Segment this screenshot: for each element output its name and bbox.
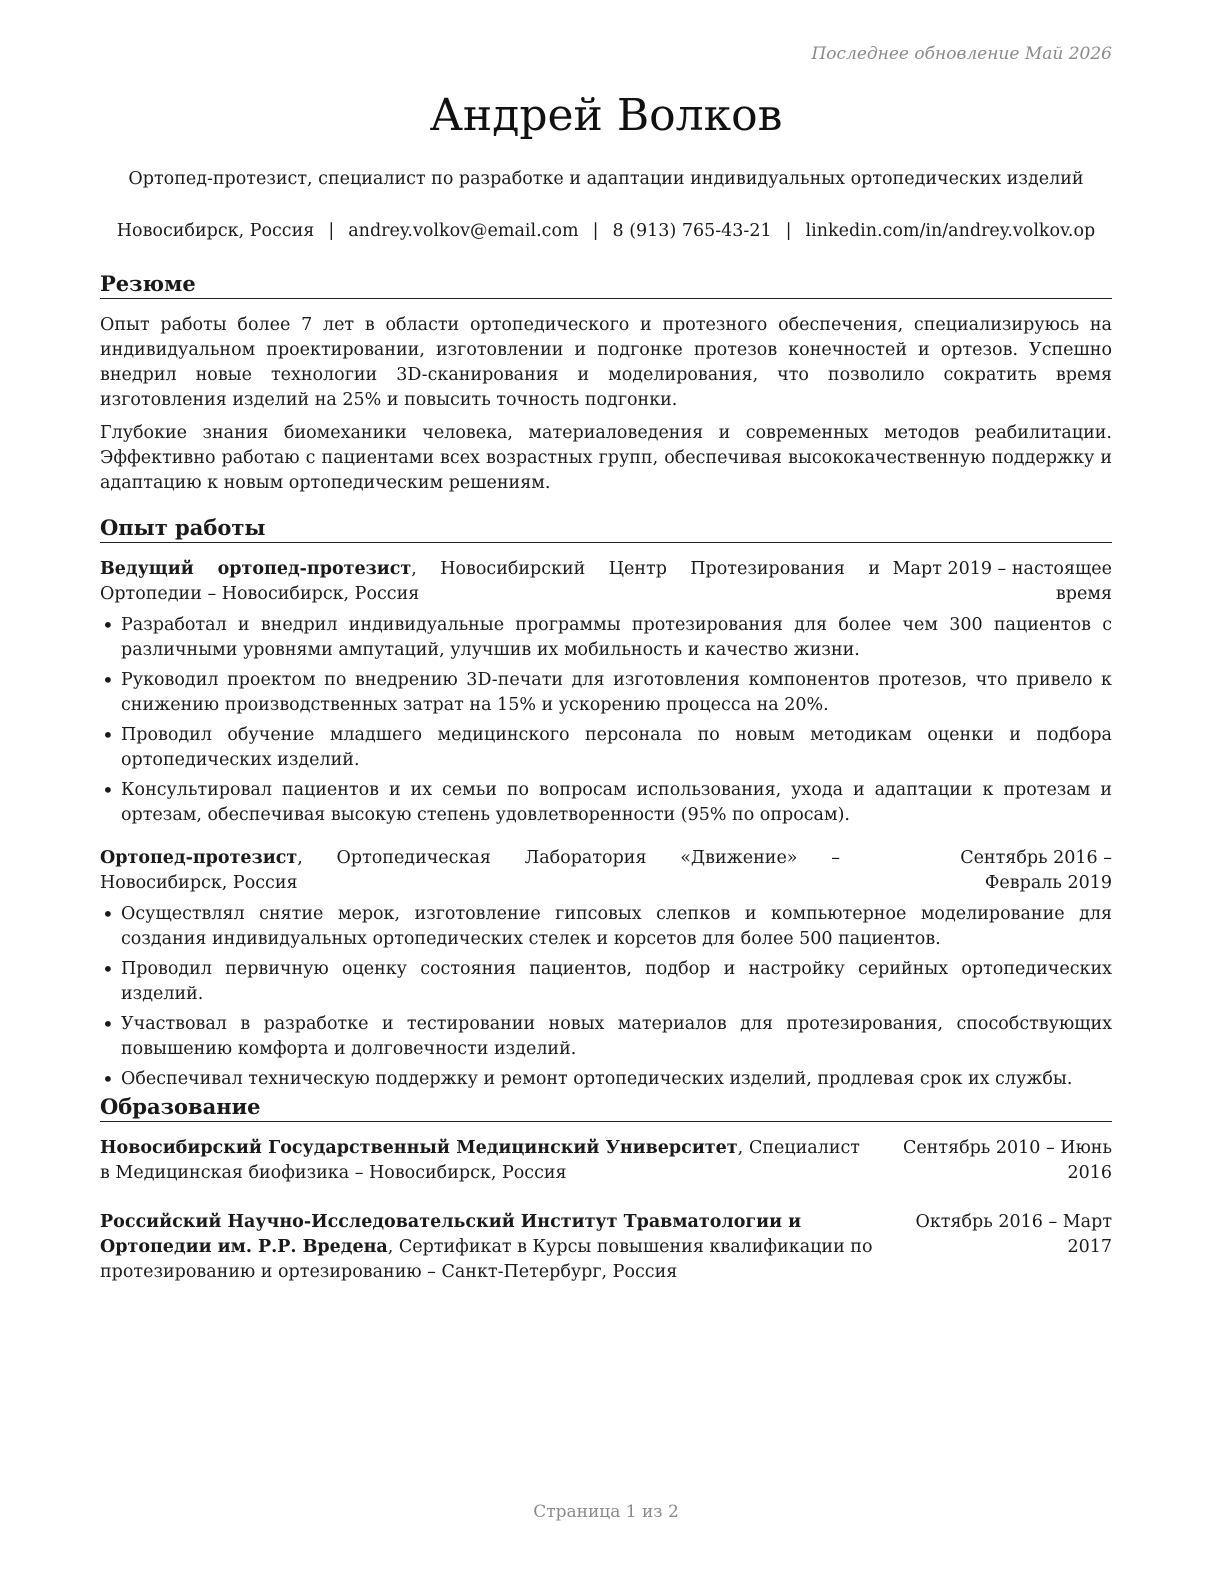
education-details: , Сертификат в Курсы повышения квалификации по протезированию и ортезированию – Санкт-Петербург, Россия xyxy=(100,1237,873,1282)
contact-phone: 8 (913) 765-43-21 xyxy=(612,221,772,241)
experience-heading: Опыт работы xyxy=(100,514,1112,543)
summary-paragraph: Глубокие знания биомеханики человека, материаловедения и современных методов реабилитации. Эффективно работаю с пациентами всех возрастных групп, обеспечивая высококачественную поддержку и адаптацию к новым ортопедическим решениям. xyxy=(100,423,1112,493)
list-item: • Проводил обучение младшего медицинского персонала по новым методикам оценки и подбора ортопедических изделий. xyxy=(100,723,1112,773)
summary-section xyxy=(100,270,1112,504)
education-institution: Российский Научно-Исследовательский Институт Травматологии и Ортопедии им. Р.Р. Вредена xyxy=(100,1212,802,1257)
education-section xyxy=(100,1093,1112,1309)
job-dates: Сентябрь 2016 – Февраль 2019 xyxy=(960,848,1112,893)
education-institution: Новосибирский Государственный Медицинский Университет xyxy=(100,1138,738,1158)
job-title-line xyxy=(100,846,840,896)
job-entry xyxy=(100,557,1112,828)
job-details: , Новосибирский Центр Протезирования и Ортопедии – Новосибирск, Россия xyxy=(100,559,880,604)
list-item: • Разработал и внедрил индивидуальные программы протезирования для более чем 300 пациентов с различными уровнями ампутаций, улучшив их мобильность и качество жизни. xyxy=(100,613,1112,663)
job-header xyxy=(100,846,1112,896)
candidate-name: Андрей Волков xyxy=(429,90,783,141)
contact-linkedin-link[interactable]: linkedin.com/in/andrey.volkov.op xyxy=(805,221,1096,241)
list-item: • Руководил проектом по внедрению 3D-печати для изготовления компонентов протезов, что привело к снижению производственных затрат на 15% и ускорению процесса на 20%. xyxy=(100,668,1112,718)
summary-heading: Резюме xyxy=(100,270,1112,299)
job-bullets xyxy=(100,613,1112,828)
list-item: • Консультировал пациентов и их семьи по вопросам использования, ухода и адаптации к протезам и ортезам, обеспечивая высокую степень удовлетворенности (95% по опросам). xyxy=(100,778,1112,828)
job-entry xyxy=(100,846,1112,1092)
education-details: , Специалист в Медицинская биофизика – Новосибирск, Россия xyxy=(100,1138,860,1183)
contact-line xyxy=(80,219,1132,244)
candidate-subtitle: Ортопед-протезист, специалист по разработке и адаптации индивидуальных ортопедических изделий xyxy=(128,169,1084,189)
education-entry xyxy=(100,1210,1112,1285)
education-entry xyxy=(100,1136,1112,1186)
summary-paragraph: Опыт работы более 7 лет в области ортопедического и протезного обеспечения, специализируюсь на индивидуальном проектировании, изготовлении и подгонке протезов конечностей и ортезов. Успешно внедрил новые технологии 3D-сканирования и моделирования, что позволило сократить время изготовления изделий на 25% и повысить точность подгонки. xyxy=(100,315,1112,410)
page-number: Страница 1 из 2 xyxy=(533,1502,679,1522)
education-dates: Октябрь 2016 – Март 2017 xyxy=(915,1212,1112,1257)
list-item: • Проводил первичную оценку состояния пациентов, подбор и настройку серийных ортопедических изделий. xyxy=(100,957,1112,1007)
contact-separator: | xyxy=(592,221,599,241)
contact-separator: | xyxy=(785,221,792,241)
education-title-line xyxy=(100,1136,860,1186)
last-updated: Последнее обновление Май 2026 xyxy=(811,44,1112,64)
job-bullets xyxy=(100,902,1112,1092)
education-title-line xyxy=(100,1210,880,1285)
education-dates: Сентябрь 2010 – Июнь 2016 xyxy=(902,1138,1112,1183)
job-position: Ортопед-протезист xyxy=(100,848,298,868)
education-heading: Образование xyxy=(100,1093,1112,1122)
job-title-line xyxy=(100,557,880,607)
job-header xyxy=(100,557,1112,607)
contact-separator: | xyxy=(328,221,335,241)
resume-page xyxy=(100,0,1112,1584)
list-item: • Осуществлял снятие мерок, изготовление гипсовых слепков и компьютерное моделирование для создания индивидуальных ортопедических стелек и корсетов для более 500 пациентов. xyxy=(100,902,1112,952)
contact-location: Новосибирск, Россия xyxy=(116,221,315,241)
job-details: , Ортопедическая Лаборатория «Движение» – Новосибирск, Россия xyxy=(100,848,840,893)
list-item: • Участвовал в разработке и тестировании новых материалов для протезирования, способствующих повышению комфорта и долговечности изделий. xyxy=(100,1012,1112,1062)
contact-email-link[interactable]: andrey.volkov@email.com xyxy=(348,221,579,241)
job-dates: Март 2019 – настоящее время xyxy=(892,559,1112,604)
experience-section xyxy=(100,514,1112,1106)
job-position: Ведущий ортопед-протезист xyxy=(100,559,412,579)
list-item: • Обеспечивал техническую поддержку и ремонт ортопедических изделий, продлевая срок их службы. xyxy=(100,1067,1112,1092)
